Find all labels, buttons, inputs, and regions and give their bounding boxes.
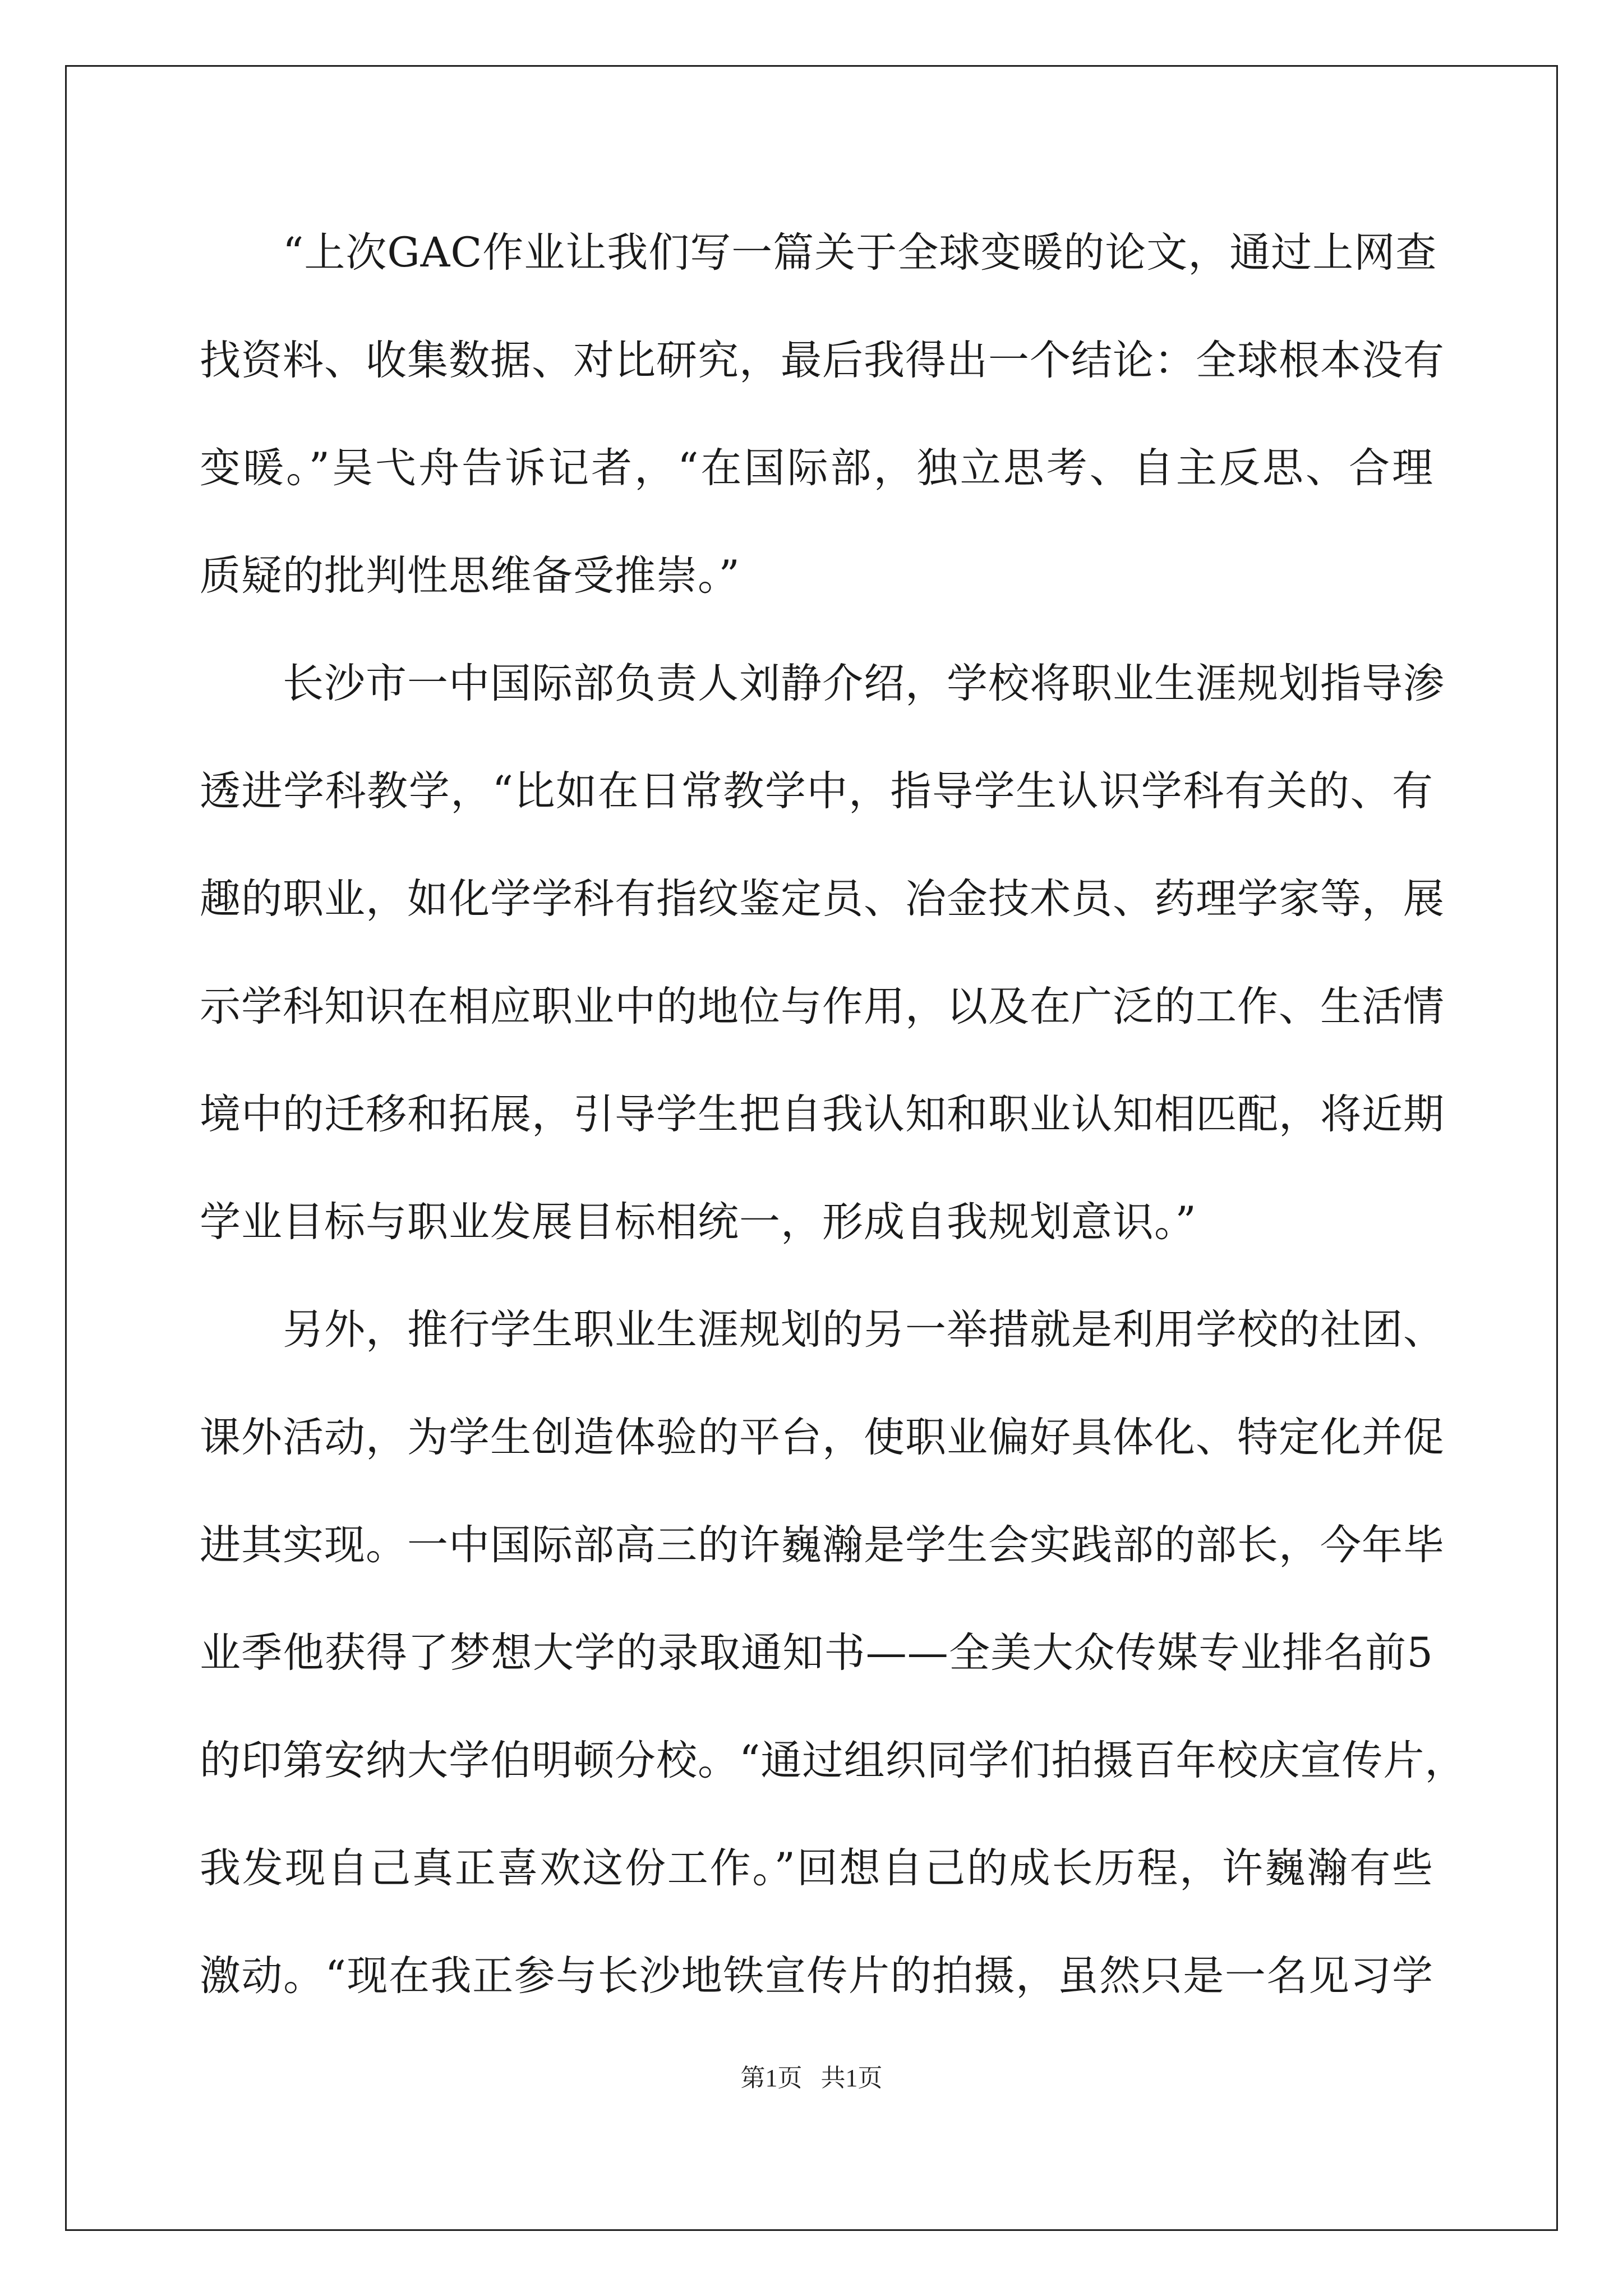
paragraph-2-line-6: 学业目标与职业发展目标相统一，形成自我规划意识。”: [200, 1198, 1197, 1246]
paragraph-3-line-6: 我发现自己真正喜欢这份工作。”回想自己的成长历程，许巍瀚有些: [200, 1844, 1433, 1892]
paragraph-2-line-4: 示学科知识在相应职业中的地位与作用，以及在广泛的工作、生活情: [200, 983, 1445, 1030]
paragraph-3-line-1: 另外，推行学生职业生涯规划的另一举措就是利用学校的社团、: [283, 1306, 1445, 1354]
paragraph-3-line-2: 课外活动，为学生创造体验的平台，使职业偏好具体化、特定化并促: [200, 1414, 1445, 1461]
paragraph-1-line-4: 质疑的批判性思维备受推崇。”: [200, 552, 740, 600]
page-number-total: 共1页: [820, 2064, 883, 2092]
paragraph-3-line-7: 激动。“现在我正参与长沙地铁宣传片的拍摄，虽然只是一名见习学: [200, 1952, 1433, 2000]
paragraph-3-line-5: 的印第安纳大学伯明顿分校。“通过组织同学们拍摄百年校庆宣传片，: [200, 1737, 1467, 1784]
paragraph-2-line-3: 趣的职业，如化学学科有指纹鉴定员、冶金技术员、药理学家等，展: [200, 875, 1445, 923]
page-footer: [0, 2062, 1623, 2095]
paragraph-3-line-4: 业季他获得了梦想大学的录取通知书——全美大众传媒专业排名前5: [200, 1629, 1433, 1677]
paragraph-1-line-1: “上次GAC作业让我们写一篇关于全球变暖的论文，通过上网查: [283, 229, 1437, 277]
paragraph-3-line-3: 进其实现。一中国际部高三的许巍瀚是学生会实践部的部长，今年毕: [200, 1521, 1445, 1569]
paragraph-2-line-5: 境中的迁移和拓展，引导学生把自我认知和职业认知相匹配，将近期: [200, 1091, 1445, 1138]
paragraph-2-line-1: 长沙市一中国际部负责人刘静介绍，学校将职业生涯规划指导渗: [283, 660, 1445, 707]
document-body: [200, 199, 1467, 2030]
paragraph-2-line-2: 透进学科教学，“比如在日常教学中，指导学生认识学科有关的、有: [200, 767, 1433, 815]
page-number-current: 第1页: [740, 2064, 803, 2092]
paragraph-1-line-2: 找资料、收集数据、对比研究，最后我得出一个结论：全球根本没有: [200, 337, 1445, 384]
paragraph-1-line-3: 变暖。”吴弋舟告诉记者，“在国际部，独立思考、自主反思、合理: [200, 444, 1433, 492]
